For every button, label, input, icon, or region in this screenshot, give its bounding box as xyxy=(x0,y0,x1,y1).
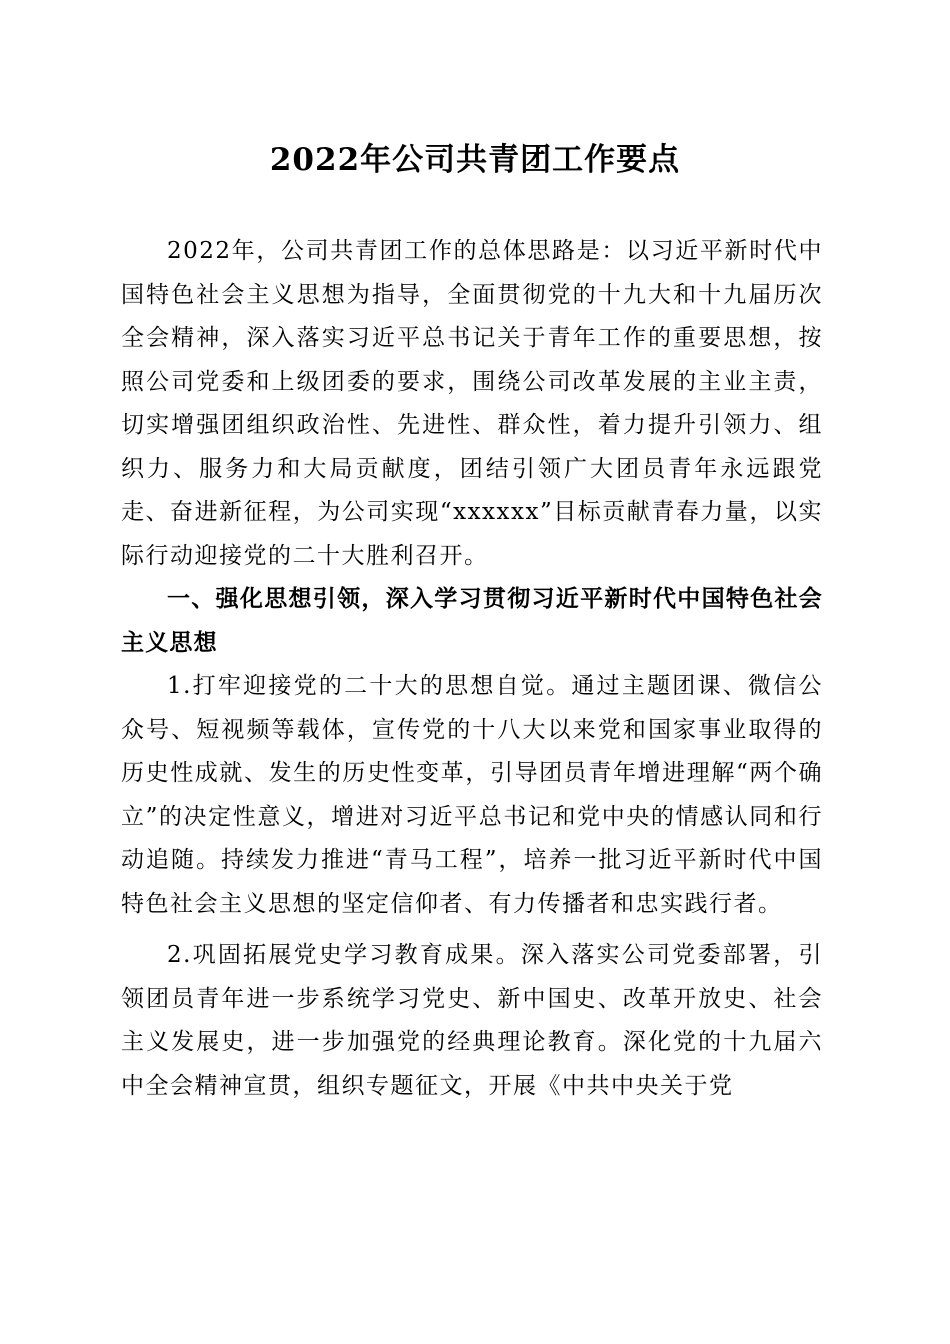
section-heading-1: 一、强化思想引领，深入学习贯彻习近平新时代中国特色社会主义思想 xyxy=(121,586,823,656)
item-paragraph-1: 1.打牢迎接党的二十大的思想自觉。通过主题团课、微信公众号、短视频等载体，宣传党的十八大以来党和国家事业取得的历史性成就、发生的历史性变革，引导团员青年增进理解“两个确立”的决定性意义，增进对习近平总书记和党中央的情感认同和行动追随。持续发力推进“青马工程”，培养一批习近平新时代中国特色社会主义思想的坚定信仰者、有力传播者和忠实践行者。 xyxy=(121,673,823,917)
intro-paragraph: 2022年，公司共青团工作的总体思路是：以习近平新时代中国特色社会主义思想为指导，全面贯彻党的十九大和十九届历次全会精神，深入落实习近平总书记关于青年工作的重要思想，按照公司党委和上级团委的要求，围绕公司改革发展的主业主责，切实增强团组织政治性、先进性、群众性，着力提升引领力、组织力、服务力和大局贡献度，团结引领广大团员青年永远跟党走、奋进新征程，为公司实现“xxxxxx”目标贡献青春力量，以实际行动迎接党的二十大胜利召开。 xyxy=(121,238,823,569)
document-title: 2022年公司共青团工作要点 xyxy=(269,142,681,178)
item-paragraph-2: 2.巩固拓展党史学习教育成果。深入落实公司党委部署，引领团员青年进一步系统学习党史、新中国史、改革开放史、社会主义发展史，进一步加强党的经典理论教育。深化党的十九届六中全会精神宣贯，组织专题征文，开展《中共中央关于党 xyxy=(121,942,823,1099)
document-body xyxy=(121,230,823,1108)
